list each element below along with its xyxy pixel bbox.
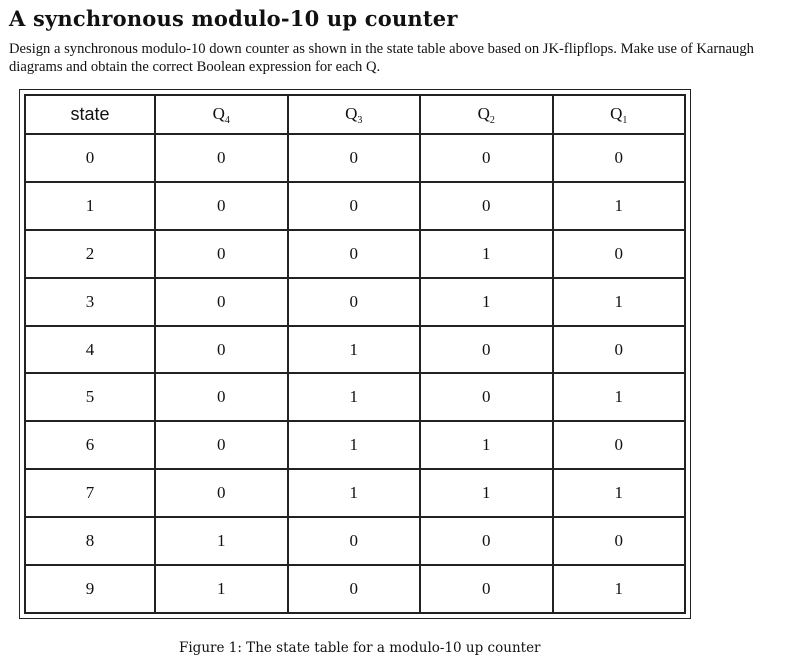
table-row (25, 230, 685, 278)
table-row (25, 565, 685, 613)
cell-q3: 1 (288, 421, 421, 469)
cell-state: 6 (25, 421, 155, 469)
table-header-row (25, 95, 685, 134)
cell-q3: 0 (288, 182, 421, 230)
cell-q2: 0 (420, 565, 553, 613)
page-title: A synchronous modulo-10 up counter (9, 6, 458, 31)
cell-q4: 0 (155, 326, 288, 374)
table-row (25, 326, 685, 374)
cell-q4: 0 (155, 469, 288, 517)
header-q3: $Q_3$ (288, 95, 421, 134)
cell-q3: 0 (288, 134, 421, 182)
cell-q2: 0 (420, 517, 553, 565)
cell-q4: 0 (155, 373, 288, 421)
cell-state: 5 (25, 373, 155, 421)
cell-q3: 0 (288, 517, 421, 565)
cell-q2: 1 (420, 278, 553, 326)
cell-q2: 0 (420, 373, 553, 421)
cell-state: 4 (25, 326, 155, 374)
cell-state: 0 (25, 134, 155, 182)
cell-q1: 1 (553, 469, 686, 517)
cell-q3: 1 (288, 373, 421, 421)
figure-caption: Figure 1: The state table for a modulo-10 up counter (179, 640, 541, 656)
cell-q2: 0 (420, 182, 553, 230)
table-row (25, 421, 685, 469)
header-state: state (25, 95, 155, 134)
cell-q1: 0 (553, 134, 686, 182)
table-row (25, 278, 685, 326)
header-q2: $Q_2$ (420, 95, 553, 134)
cell-q1: 0 (553, 326, 686, 374)
cell-q1: 1 (553, 278, 686, 326)
cell-q1: 1 (553, 373, 686, 421)
cell-state: 8 (25, 517, 155, 565)
cell-state: 1 (25, 182, 155, 230)
cell-q1: 0 (553, 230, 686, 278)
cell-state: 9 (25, 565, 155, 613)
cell-q4: 0 (155, 230, 288, 278)
cell-q3: 1 (288, 326, 421, 374)
cell-q1: 1 (553, 182, 686, 230)
table-row (25, 469, 685, 517)
cell-q1: 0 (553, 421, 686, 469)
cell-q2: 1 (420, 421, 553, 469)
table-body (25, 134, 685, 613)
cell-q4: 0 (155, 182, 288, 230)
cell-q4: 1 (155, 517, 288, 565)
table-row (25, 182, 685, 230)
header-q4: $Q_4$ (155, 95, 288, 134)
cell-q3: 0 (288, 565, 421, 613)
cell-q3: 1 (288, 469, 421, 517)
cell-q2: 1 (420, 230, 553, 278)
table-row (25, 134, 685, 182)
cell-q2: 0 (420, 134, 553, 182)
description-paragraph: Design a synchronous modulo-10 down counter as shown in the state table above based on JK-flipflops. Make use of Karnaugh diagrams and obtain the correct Boolean expression for each Q. (9, 41, 754, 75)
cell-q2: 1 (420, 469, 553, 517)
cell-q1: 0 (553, 517, 686, 565)
cell-state: 2 (25, 230, 155, 278)
cell-q3: 0 (288, 278, 421, 326)
cell-q2: 0 (420, 326, 553, 374)
cell-q4: 1 (155, 565, 288, 613)
state-table (24, 94, 686, 614)
state-table-frame (19, 89, 691, 619)
header-q1: $Q_1$ (553, 95, 686, 134)
cell-q3: 0 (288, 230, 421, 278)
cell-q1: 1 (553, 565, 686, 613)
table-row (25, 517, 685, 565)
cell-q4: 0 (155, 134, 288, 182)
cell-state: 7 (25, 469, 155, 517)
table-row (25, 373, 685, 421)
cell-q4: 0 (155, 278, 288, 326)
cell-q4: 0 (155, 421, 288, 469)
cell-state: 3 (25, 278, 155, 326)
